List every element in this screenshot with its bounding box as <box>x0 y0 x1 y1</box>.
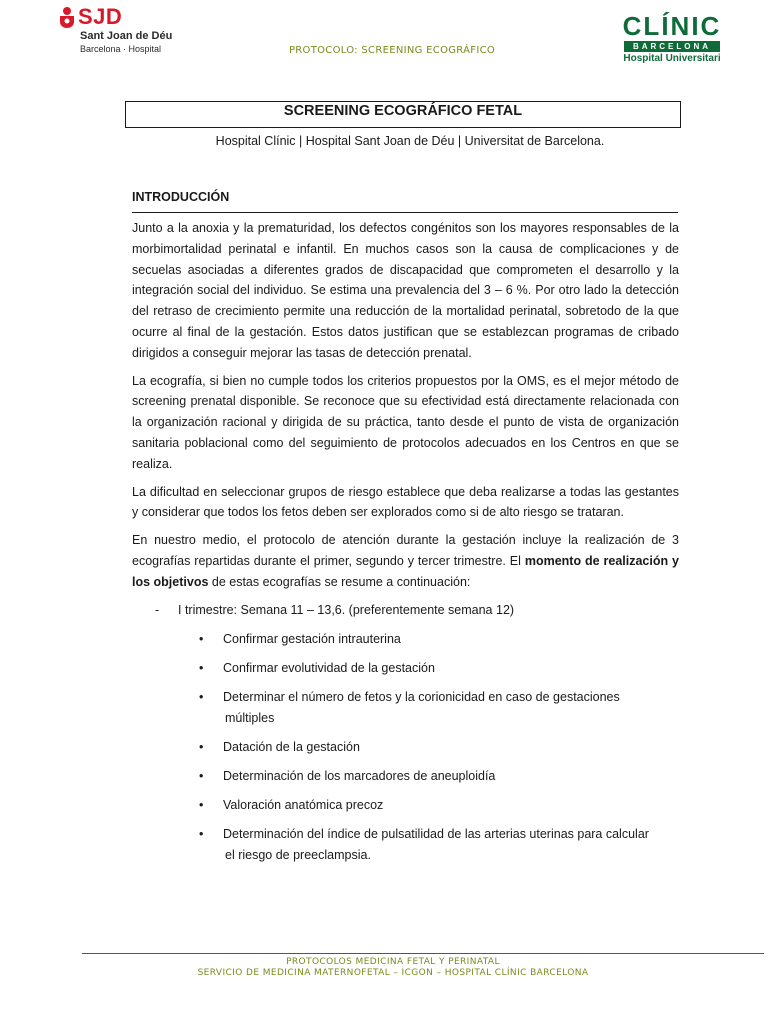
section-divider <box>132 212 678 213</box>
sjd-subtitle: Barcelona · Hospital <box>80 44 162 54</box>
list-item-text: Confirmar evolutividad de la gestación <box>223 660 435 675</box>
paragraph: Junto a la anoxia y la prematuridad, los defectos congénitos son los mayores responsables de la morbimortalidad perinatal e infantil. En muchos casos son la causa de complicaciones y de secuelas asociadas a diferentes grados de discapacidad que comprometen el desarrollo y la integración social del individuo. Se estima una prevalencia del 3 – 6 %. Por otro lado la detección del retraso de crecimiento permite una reducción de la mortalidad perinatal, sobretodo de la que ocurre al final de la gestación. Estos datos justifican que se establezcan programas de cribado dirigidos a conseguir mejorar las tasas de detección prenatal. <box>132 221 679 360</box>
bullet-icon: • <box>199 768 204 783</box>
paragraph-text: de estas ecografías se resume a continuación: <box>208 574 471 589</box>
list-item <box>132 629 679 650</box>
paragraph <box>132 530 679 592</box>
list-item <box>132 737 679 758</box>
bullet-icon: • <box>199 660 204 675</box>
sjd-wordmark: SJD <box>78 4 123 29</box>
list-item-text: Datación de la gestación <box>223 739 360 754</box>
bullet-icon: • <box>199 797 204 812</box>
list-item-text-continued: el riesgo de preeclampsia. <box>225 847 371 862</box>
footer-line-1: PROTOCOLOS MEDICINA FETAL Y PERINATAL <box>286 957 500 967</box>
dash-bullet: - <box>155 602 160 617</box>
list-item <box>132 687 679 729</box>
clinic-logo <box>620 12 724 68</box>
paragraph-text: En nuestro medio, el protocolo de atención durante la gestación incluye la realización de 3 ecografías repartidas durante el primer, segundo y tercer trimestre. El <box>132 533 679 568</box>
bullet-icon: • <box>199 631 204 646</box>
list-item-text-continued: múltiples <box>225 710 275 725</box>
paragraph: La dificultad en seleccionar grupos de riesgo establece que deba realizarse a todas las gestantes y considerar que todos los fetos deben ser explorados como si de alto riesgo se trataran. <box>132 484 679 520</box>
title-box <box>125 101 681 128</box>
list-item-text: Determinar el número de fetos y la corionicidad en caso de gestaciones <box>223 689 620 704</box>
list-item <box>132 766 679 787</box>
list-item-text: Determinación del índice de pulsatilidad de las arterias uterinas para calcular <box>223 826 649 841</box>
affiliations: Hospital Clínic | Hospital Sant Joan de Déu | Universitat de Barcelona. <box>215 134 605 148</box>
paragraph-bold-text: momento de realización y los objetivos <box>132 553 680 589</box>
paragraph: La ecografía, si bien no cumple todos los criterios propuestos por la OMS, es el mejor método de screening prenatal disponible. Se reconoce que su efectividad está directamente relacionada con la organización racional y dirigida de su práctica, tanto desde el punto de vista de organización sanitaria poblacional como del seguimiento de protocolos adecuados en los Centros en que se realiza. <box>132 373 679 471</box>
trimester-item <box>132 600 679 629</box>
footer-line-2: SERVICIO DE MEDICINA MATERNOFETAL – ICGON – HOSPITAL CLÍNIC BARCELONA <box>197 968 589 978</box>
sjd-emblem-icon <box>58 6 76 28</box>
section-content <box>132 218 679 874</box>
objectives-list <box>132 629 679 866</box>
trimester-label: I trimestre: Semana 11 – 13,6. (preferentemente semana 12) <box>178 602 515 617</box>
sjd-name: Sant Joan de Déu <box>80 30 173 42</box>
list-item-text: Valoración anatómica precoz <box>223 797 384 812</box>
list-item-text: Determinación de los marcadores de aneuploidía <box>223 768 496 783</box>
footer-divider <box>82 953 764 954</box>
section-heading: INTRODUCCIÓN <box>132 190 230 204</box>
list-item <box>132 824 679 866</box>
list-item <box>132 795 679 816</box>
list-item-text: Confirmar gestación intrauterina <box>223 631 401 646</box>
list-item <box>132 658 679 679</box>
bullet-icon: • <box>199 739 204 754</box>
clinic-wordmark: CLÍNIC <box>622 11 722 41</box>
header-title: PROTOCOLO: SCREENING ECOGRÁFICO <box>288 45 496 56</box>
bullet-icon: • <box>199 826 204 841</box>
clinic-subtitle: Hospital Universitari <box>623 53 721 64</box>
document-title: SCREENING ECOGRÁFICO FETAL <box>283 103 523 119</box>
bullet-icon: • <box>199 689 204 704</box>
clinic-city-bar: BARCELONA <box>624 41 720 52</box>
